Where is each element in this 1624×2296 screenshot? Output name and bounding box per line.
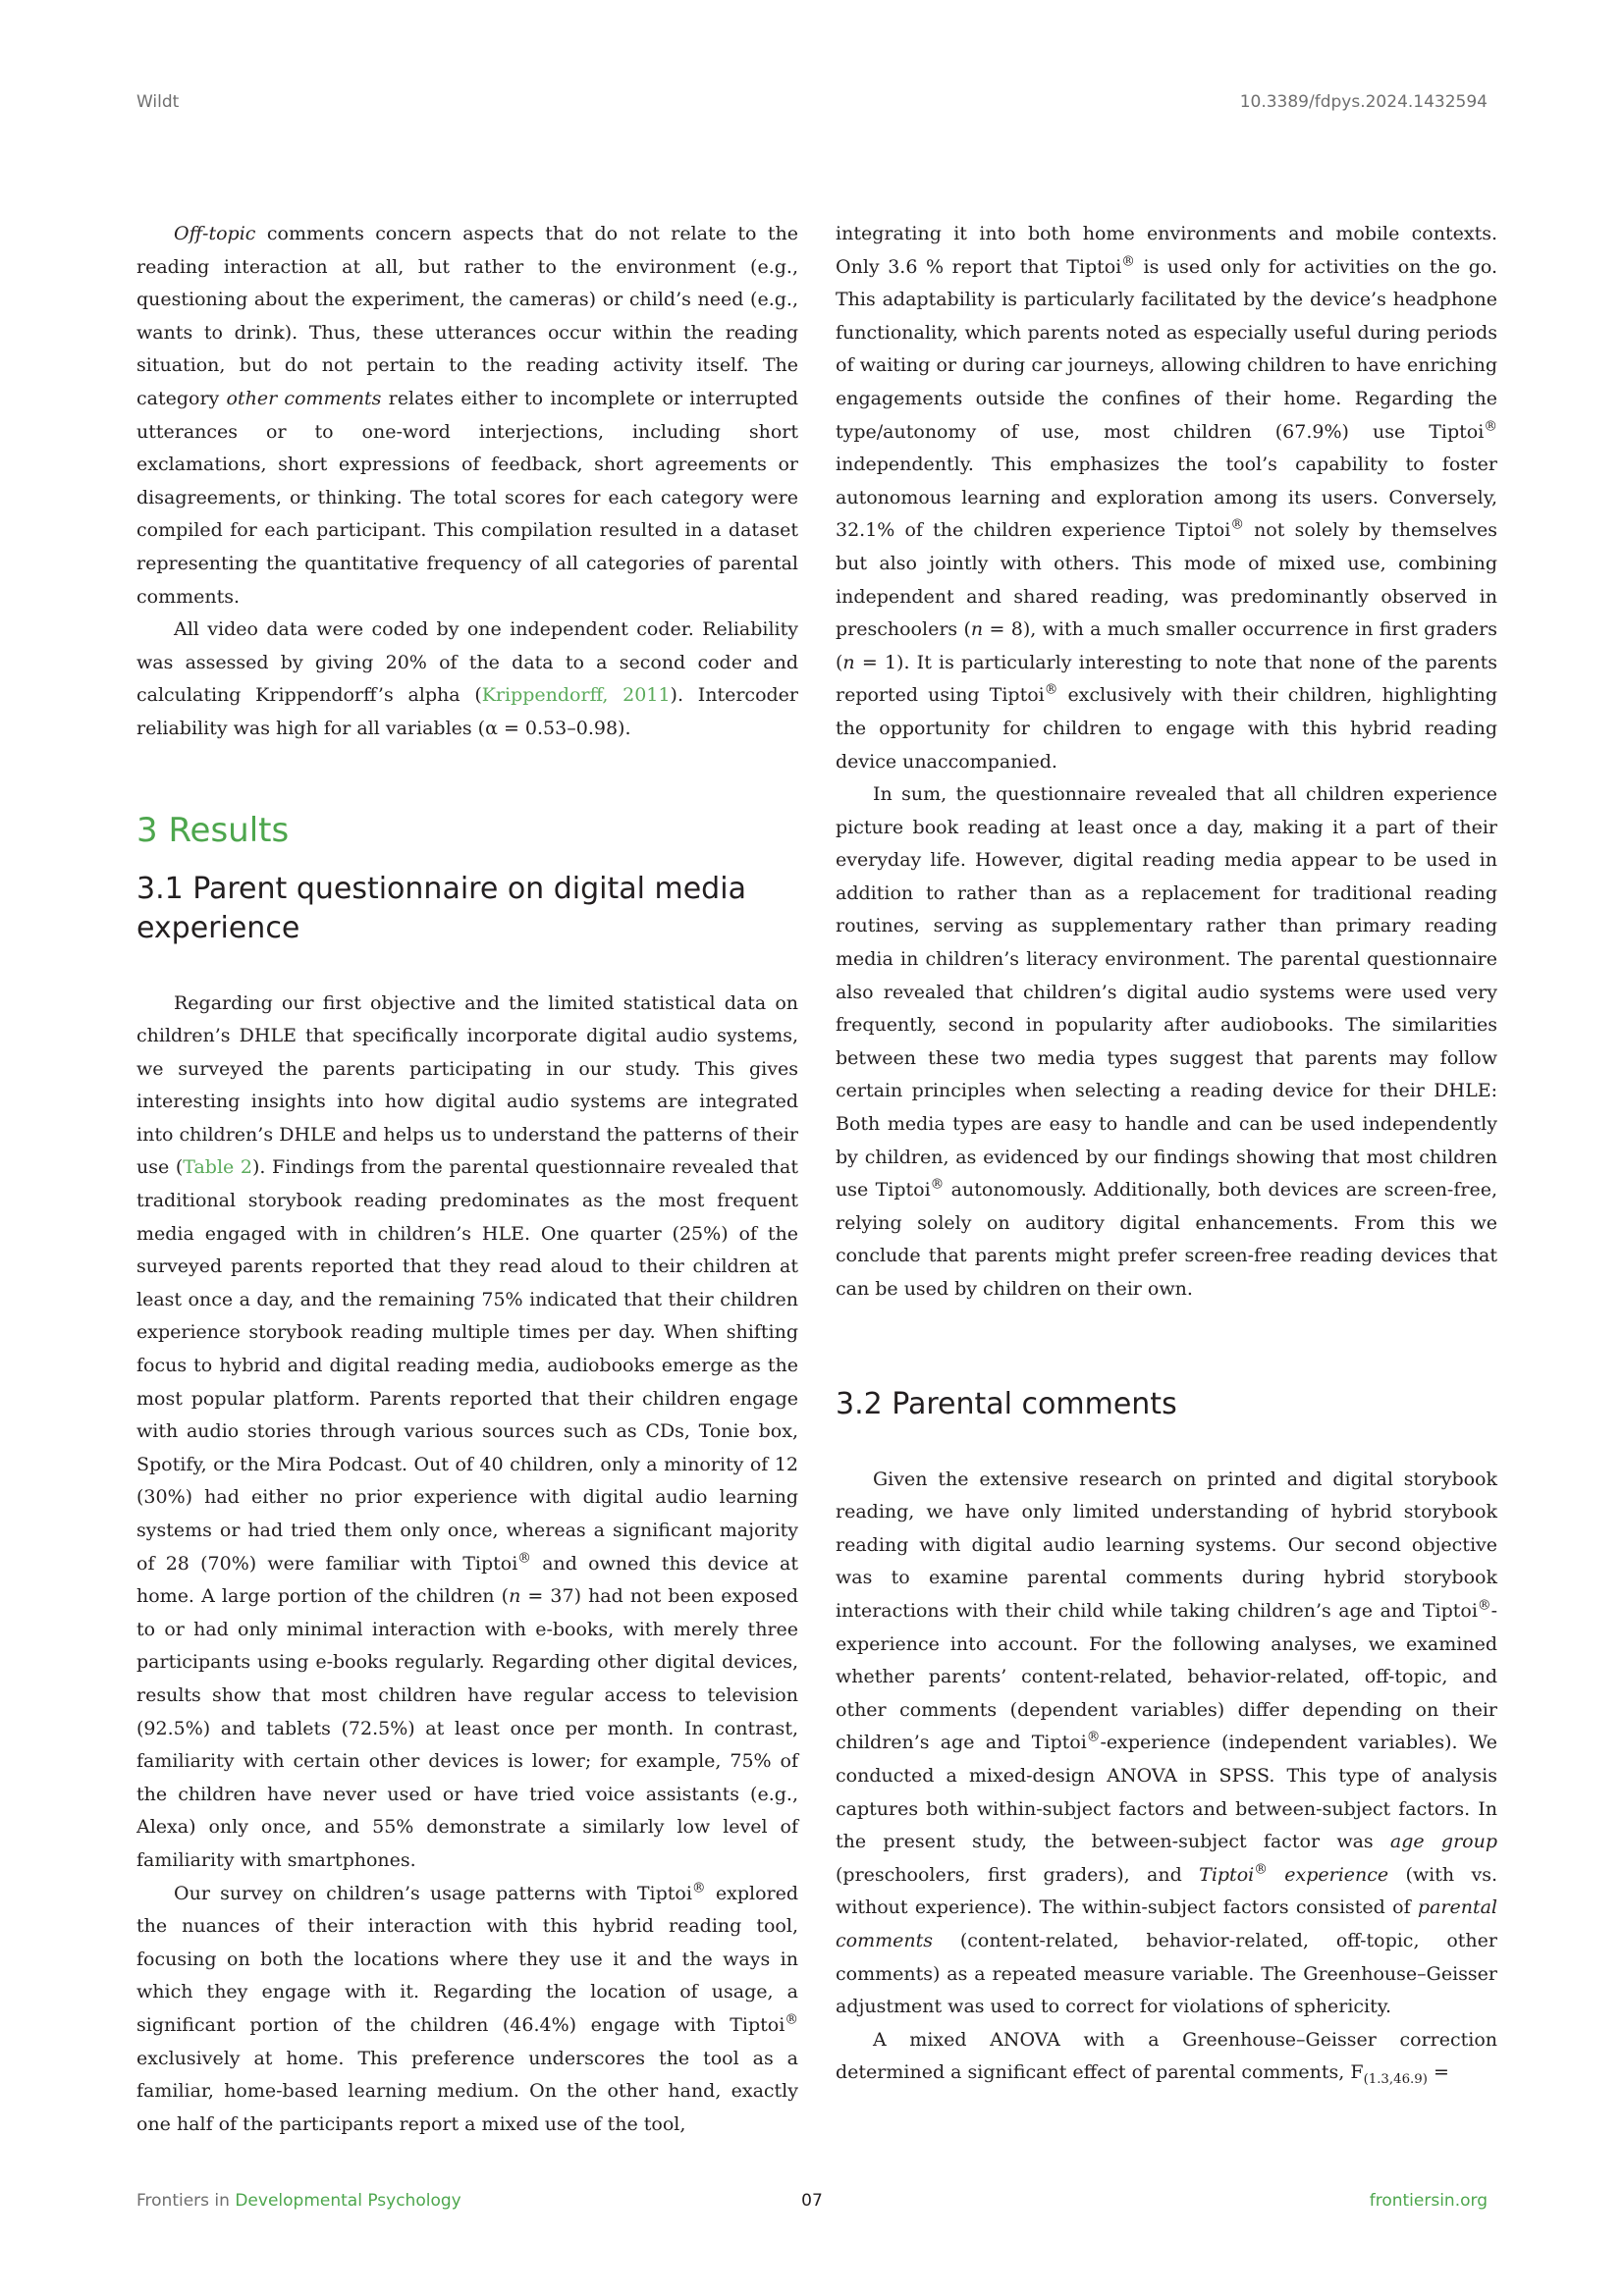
page-number: 07: [801, 2191, 823, 2211]
paragraph: In sum, the questionnaire revealed that all children experience picture book reading at least once a day, making it a part of their everyday life. However, digital reading media appear to be used in addition to rather than as a replacement for traditional reading routines, serving as supplementary rather than primary reading media in children’s literacy environment. The parental questionnaire also revealed that children’s digital audio systems were used very frequently, second in popularity after audiobooks. The similarities between these two media types suggest that parents may follow certain principles when selecting a reading device for their DHLE: Both media types are easy to handle and can be used independently by children, as evidenced by our findings showing that most children use Tiptoi® autonomously. Additionally, both devices are screen-free, relying solely on auditory digital enhancements. From this we conclude that parents might prefer screen-free reading devices that can be used by children on their own.: [836, 783, 1497, 1300]
page-header: [136, 92, 1488, 118]
paragraph: Our survey on children’s usage patterns with Tiptoi® explored the nuances of their interaction with this hybrid reading tool, focusing on both the locations where they use it and the ways in which they engage with it. Regarding the location of usage, a significant portion of the children (46.4%) engage with Tiptoi® exclusively at home. This preference underscores the tool as a familiar, home-based learning medium. On the other hand, exactly one half of the participants report a mixed use of the tool,: [136, 1880, 798, 2135]
site-link[interactable]: frontiersin.org: [1369, 2191, 1488, 2211]
right-column: [836, 218, 1497, 2097]
subsection-heading: 3.2 Parental comments: [836, 1386, 1177, 1421]
paragraph: Regarding our first objective and the limited statistical data on children’s DHLE that specifically incorporate digital audio systems, we surveyed the parents participating in our study. This gives interesting insights into how digital audio systems are integrated into children’s DHLE and helps us to understand the patterns of their use (Table 2). Findings from the parental questionnaire revealed that traditional storybook reading predominates as the most frequent media engaged with in children’s HLE. One quarter (25%) of the surveyed parents reported that they read aloud to their children at least once a day, and the remaining 75% indicated that their children experience storybook reading multiple times per day. When shifting focus to hybrid and digital reading media, audiobooks emerge as the most popular platform. Parents reported that their children engage with audio stories through various sources such as CDs, Tonie box, Spotify, or the Mira Podcast. Out of 40 children, only a minority of 12 (30%) had either no prior experience with digital audio learning systems or had tried them only once, whereas a significant majority of 28 (70%) were familiar with Tiptoi® and owned this device at home. A large portion of the children (n = 37) had not been exposed to or had only minimal interaction with e-books, with merely three participants using e-books regularly. Regarding other digital devices, results show that most children have regular access to television (92.5%) and tablets (72.5%) at least once per month. In contrast, familiarity with certain other devices is lower; for example, 75% of the children have never used or have tried voice assistants (e.g., Alexa) only once, and 55% demonstrate a similarly low level of familiarity with smartphones.: [136, 991, 799, 1871]
paragraph: integrating it into both home environments and mobile contexts. Only 3.6 % report that Tiptoi® is used only for activities on the go. This adaptability is particularly facilitated by the device’s headphone functionality, which parents noted as especially useful during periods of waiting or during car journeys, allowing children to have enriching engagements outside the confines of their home. Regarding the type/autonomy of use, most children (67.9%) use Tiptoi® independently. This emphasizes the tool’s capability to foster autonomous learning and exploration among its users. Conversely, 32.1% of the children experience Tiptoi® not solely by themselves but also jointly with others. This mode of mixed use, combining independent and shared reading, was predominantly observed in preschoolers (n = 8), with a much smaller occurrence in first graders (n = 1). It is particularly interesting to note that none of the parents reported using Tiptoi® exclusively with their children, highlighting the opportunity for children to engage with this hybrid reading device unaccompanied.: [836, 223, 1498, 773]
table-link[interactable]: Table 2: [183, 1156, 252, 1179]
doi: 10.3389/fdpys.2024.1432594: [1239, 92, 1488, 112]
running-author: Wildt: [136, 92, 180, 112]
page-footer: [136, 2191, 1488, 2216]
section-heading: 3 Results: [136, 810, 290, 850]
paragraph: All video data were coded by one independent coder. Reliability was assessed by giving 20% of the data to a second coder and calculating Krippendorff’s alpha (Krippendorff, 2011). Intercoder reliability was high for all variables (α = 0.53–0.98).: [136, 618, 798, 739]
paragraph: Off-topic comments concern aspects that do not relate to the reading interaction at all, but rather to the environment (e.g., questioning about the experiment, the cameras) or child’s need (e.g., wants to drink). Thus, these utterances occur within the reading situation, but do not pertain to the reading activity itself. The category other comments relates either to incomplete or interrupted utterances or to one-word interjections, including short exclamations, short expressions of feedback, short agreements or disagreements, or thinking. The total scores for each category were compiled for each participant. This compilation resulted in a dataset representing the quantitative frequency of all categories of parental comments.: [136, 223, 798, 608]
journal-link[interactable]: Developmental Psychology: [235, 2191, 461, 2211]
registered-mark: ®: [517, 1550, 531, 1567]
left-column: [136, 218, 798, 2141]
subsection-heading: 3.1 Parent questionnaire on digital media experience: [136, 871, 746, 945]
paragraph: A mixed ANOVA with a Greenhouse–Geisser correction determined a significant effect of parental comments, $F_{(1.3,46.9)}$ =: [836, 2028, 1497, 2088]
journal-name: Frontiers in Developmental Psychology: [136, 2191, 461, 2211]
paragraph: Given the extensive research on printed and digital storybook reading, we have only limited understanding of hybrid storybook reading with digital audio learning systems. Our second objective was to examine parental comments during hybrid storybook interactions with their child while taking children’s age and Tiptoi®-experience into account. For the following analyses, we examined whether parents’ content-related, behavior-related, off-topic, and other comments (dependent variables) differ depending on their children’s age and Tiptoi®-experience (independent variables). We conducted a mixed-design ANOVA in SPSS. This type of analysis captures both within-subject factors and between-subject factors. In the present study, the between-subject factor was age group (preschoolers, first graders), and Tiptoi® experience (with vs. without experience). The within-subject factors consisted of parental comments (content-related, behavior-related, off-topic, other comments) as a repeated measure variable. The Greenhouse–Geisser adjustment was used to correct for violations of sphericity.: [836, 1468, 1497, 2018]
citation-link[interactable]: Krippendorff, 2011: [481, 684, 671, 707]
